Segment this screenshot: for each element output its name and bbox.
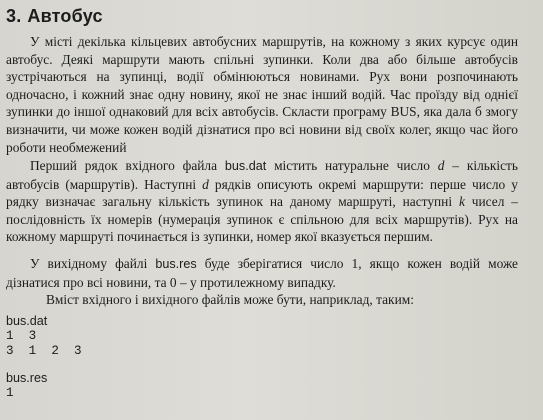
- example-output-block: [6, 371, 47, 401]
- example-input-label: bus.dat: [6, 314, 48, 328]
- text-run: Перший рядок вхідного файла: [30, 158, 225, 173]
- example-input-line: 3 1 2 3: [6, 344, 82, 358]
- text-run: чисел – послідовність їх номерів (нумерація зупинок є спільною для всіх маршрутів). Рух на кожному маршруті починається із зупинки, номер якої вказується першим.: [6, 194, 518, 245]
- text-run: рядків описують окремі маршрути: перше число у рядку визначає загальну кількість зупинок на даному маршруті, наступні: [6, 176, 518, 210]
- variable-d: d: [202, 176, 209, 192]
- example-output-label: bus.res: [6, 371, 48, 385]
- problem-number: 3.: [6, 6, 22, 26]
- output-format-paragraph: [6, 255, 518, 291]
- text-run: – кількість автобусів (маршрутів). Наступні: [6, 158, 518, 192]
- example-intro-paragraph: Вміст вхідного і вихідного файлів може бути, наприклад, таким:: [46, 292, 414, 307]
- text-run: буде зберігатися число 1, якщо кожен водій може дізнатися про всі новини, та 0 – у протилежному випадку.: [6, 256, 518, 290]
- input-filename: bus.dat: [224, 159, 267, 173]
- example-input-block: [6, 314, 82, 359]
- problem-title: [6, 6, 103, 27]
- example-output-line: 1: [6, 386, 14, 400]
- output-filename: bus.res: [155, 257, 197, 271]
- text-run: містить натуральне число: [266, 158, 438, 173]
- problem-statement-paragraph: У місті декілька кільцевих автобусних маршрутів, на кожному з яких курсує один автобус. Деякі маршрути мають спільні зупинки. Коли два або більше автобусів зустрічаються на зупинці, водії обмінюються новинами. Рух вони розпочинають одночасно, і кожний знає одну новину, якої не знає інший водій. Час проїзду від однієї зупинки до іншої однаковий для всіх автобусів. Скласти програму BUS, яка дала б змогу визначити, чи може кожен водій дізнатися про всі новини від своїх колег, якщо час його роботи необмежений: [6, 34, 518, 155]
- variable-k: k: [458, 194, 465, 210]
- problem-title-text: Автобус: [27, 6, 103, 26]
- variable-d: d: [437, 158, 445, 173]
- input-format-paragraph: [6, 157, 518, 246]
- text-run: У вихідному файлі: [30, 256, 156, 271]
- example-input-line: 1 3: [6, 329, 37, 343]
